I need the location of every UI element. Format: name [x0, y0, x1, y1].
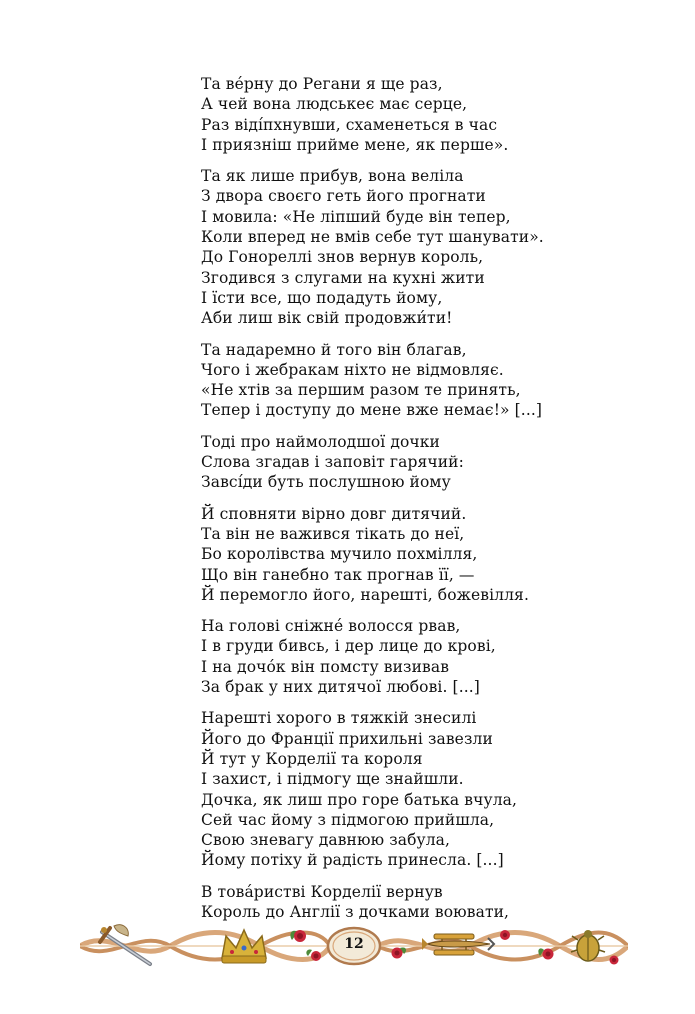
poem-line: Бо королівства мучило похмілля,: [201, 545, 478, 564]
poem-line: «Не хтів за першим разом те принять,: [201, 381, 521, 400]
poem-line: І захист, і підмогу ще знайшли.: [201, 770, 464, 789]
poem-line: Раз віді́пхнувши, схаменеться в час: [201, 115, 498, 134]
poem-line: На голові сніжне́ волосся рвав,: [201, 617, 461, 636]
poem-line: За брак у них дитячої любові. [...]: [201, 678, 480, 697]
stanza: [201, 708, 661, 870]
poem-line: Йому потіху й радість принесла. [...]: [201, 851, 504, 870]
poem-line: Та надаремно й того він благав,: [201, 340, 467, 359]
poem-line: Чого і жебракам ніхто не відмовляє.: [201, 360, 504, 379]
stanza: [201, 616, 661, 697]
poem-line: І їсти все, що подадуть йому,: [201, 288, 443, 307]
poem-line: Тепер і доступу до мене вже немає!» [...]: [201, 401, 543, 420]
poem-line: Й тут у Корделії та короля: [201, 749, 423, 768]
poem-line: Й сповняти вірно довг дитячий.: [201, 504, 467, 523]
poem-line: І мовила: «Не ліпший буде він тепер,: [201, 207, 511, 226]
poem-line: І в груди бивсь, і дер лице до крові,: [201, 637, 496, 656]
poem-line: І приязніш прийме мене, як перше».: [201, 135, 509, 154]
stanza: [201, 166, 661, 328]
poem-line: З двора своєго геть його прогнати: [201, 187, 486, 206]
poem-line: Його до Франції прихильні завезли: [201, 729, 493, 748]
poem-line: Що він ганебно так прогнав її, —: [201, 565, 475, 584]
stanza: [201, 432, 661, 493]
stanza: [201, 340, 661, 421]
poem-line: Завсі́ди буть послушною йому: [201, 473, 451, 492]
poem-line: Король до Англії з дочками воювати,: [201, 902, 510, 921]
page-number: 12: [344, 936, 364, 952]
poem-line: Сей час йому з підмогою прийшла,: [201, 810, 495, 829]
poem-line: До Гонореллі знов вернув король,: [201, 248, 484, 267]
poem-text: [201, 74, 661, 933]
poem-line: Свою зневагу давнюю забула,: [201, 831, 451, 850]
poem-line: Згодився з слугами на кухні жити: [201, 268, 485, 287]
poem-line: Дочка, як лиш про горе батька вчула,: [201, 790, 518, 809]
poem-line: Нарешті хорого в тяжкій знесилі: [201, 709, 477, 728]
poem-line: Й перемогло його, нарешті, божевілля.: [201, 585, 529, 604]
stanza: [201, 882, 661, 923]
stanza: [201, 504, 661, 605]
poem-line: Та він не важився тікать до неї,: [201, 524, 465, 543]
poem-line: Та ве́рну до Регани я ще раз,: [201, 75, 443, 93]
poem-line: А чей вона людськеє має серце,: [201, 95, 468, 114]
poem-line: Аби лиш вік свій продовжи́ти!: [201, 309, 453, 328]
page-footer-ornament: [80, 918, 628, 974]
poem-line: В това́ристві Корделії вернув: [201, 882, 443, 901]
poem-line: І на дочо́к він помсту визивав: [201, 657, 450, 676]
poem-line: Тоді про наймолодшої дочки: [201, 432, 440, 451]
poem-line: Та як лише прибув, вона веліла: [201, 167, 464, 186]
poem-line: Коли вперед не вмів себе тут шанувати».: [201, 228, 544, 247]
poem-line: Слова згадав і заповіт гарячий:: [201, 453, 464, 472]
stanza: [201, 74, 661, 155]
